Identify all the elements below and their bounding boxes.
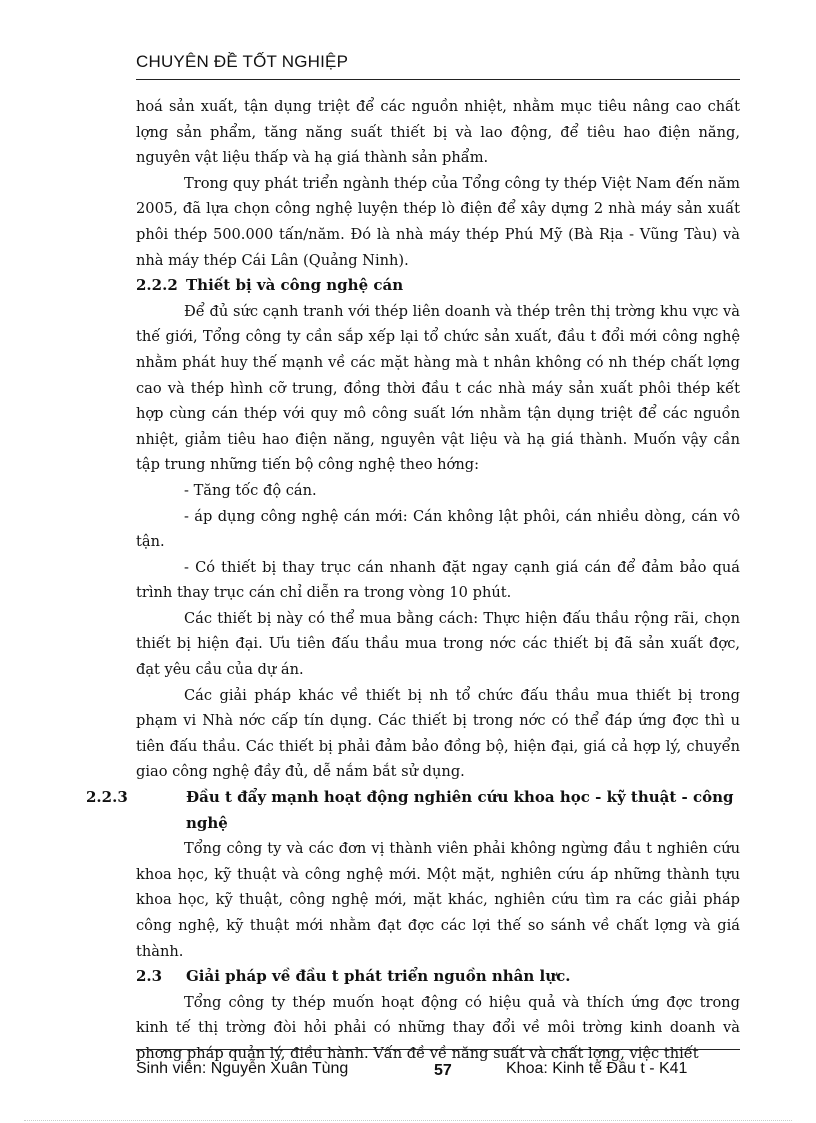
paragraph-continuation: hoá sản xuất, tận dụng triệt để các nguồn nhiệt, nhằm mục tiêu nâng cao chất lợng sản phẩm, tăng năng suất thiết bị và lao động, để tiêu hao điện năng, nguyên vật liệu thấp và hạ giá thành sản phẩm. bbox=[136, 98, 740, 167]
paragraph-procurement: Các thiết bị này có thể mua bằng cách: Thực hiện đấu thầu rộng rãi, chọn thiết bị hiện đại. Ưu tiên đấu thầu mua trong nớc các thiết bị đã sản xuất đợc, đạt yêu cầu của dự án. bbox=[136, 609, 740, 679]
heading-text: Đầu t đẩy mạnh hoạt động nghiên cứu khoa học - kỹ thuật - công nghệ bbox=[186, 788, 734, 832]
footer-student: Sinh viên: Nguyễn Xuân Tùng bbox=[136, 1060, 349, 1077]
bullet-item: - Có thiết bị thay trục cán nhanh đặt ngay cạnh giá cán để đảm bảo quá trình thay trục cán chỉ diễn ra trong vòng 10 phút. bbox=[136, 558, 740, 602]
heading-2-3 bbox=[136, 964, 740, 990]
bullet-item: - áp dụng công nghệ cán mới: Cán không lật phôi, cán nhiều dòng, cán vô tận. bbox=[136, 507, 740, 551]
footer-rule bbox=[136, 1049, 740, 1050]
heading-2-2-3 bbox=[86, 785, 740, 836]
page-number: 57 bbox=[434, 1062, 452, 1079]
bottom-dotted-edge bbox=[24, 1120, 792, 1121]
paragraph-competition: Để đủ sức cạnh tranh với thép liên doanh và thép trên thị trờng khu vực và thế giới, Tổng công ty cần sắp xếp lại tổ chức sản xuất, đầu t đổi mới công nghệ nhằm phát huy thế mạnh về các mặt hàng mà t nhân không có nh thép chất lợng cao và thép hình cỡ trung, đồng thời đầu t các nhà máy sản xuất phôi thép kết hợp cùng cán thép với quy mô công suất lớn nhằm tận dụng triệt để các nguồn nhiệt, giảm tiêu hao điện năng, nguyên vật liệu và hạ giá thành. Muốn vậy cần tập trung những tiến bộ công nghệ theo hớng: bbox=[136, 302, 740, 474]
heading-number: 2.2.2 bbox=[136, 276, 178, 295]
paragraph-other-solutions: Các giải pháp khác về thiết bị nh tổ chức đấu thầu mua thiết bị trong phạm vi Nhà nớc cấp tín dụng. Các thiết bị trong nớc có thể đáp ứng đợc thì u tiên đấu thầu. Các thiết bị phải đảm bảo đồng bộ, hiện đại, giá cả hợp lý, chuyển giao công nghệ đầy đủ, dễ nắm bắt sử dụng. bbox=[136, 686, 740, 781]
heading-text: Giải pháp về đầu t phát triển nguồn nhân lực. bbox=[186, 967, 571, 986]
page-footer bbox=[136, 1060, 740, 1084]
heading-number: 2.2.3 bbox=[86, 788, 128, 807]
heading-2-2-2 bbox=[136, 273, 740, 299]
heading-number: 2.3 bbox=[136, 967, 163, 986]
page-header-title: CHUYÊN ĐỀ TỐT NGHIỆP bbox=[136, 52, 349, 71]
document-body bbox=[86, 94, 740, 1067]
header-rule bbox=[136, 79, 740, 80]
bullet-item: - Tăng tốc độ cán. bbox=[184, 481, 317, 499]
paragraph-steel-plan: Trong quy phát triển ngành thép của Tổng công ty thép Việt Nam đến năm 2005, đã lựa chọn công nghệ luyện thép lò điện để xây dựng 2 nhà máy sản xuất phôi thép 500.000 tấn/năm. Đó là nhà máy thép Phú Mỹ (Bà Rịa - Vũng Tàu) và nhà máy thép Cái Lân (Quảng Ninh). bbox=[136, 174, 740, 269]
footer-faculty: Khoa: Kinh tế Đầu t - K41 bbox=[506, 1060, 688, 1077]
paragraph-research: Tổng công ty và các đơn vị thành viên phải không ngừng đầu t nghiên cứu khoa học, kỹ thuật và công nghệ mới. Một mặt, nghiên cứu áp những thành tựu khoa học, kỹ thuật, công nghệ mới, mặt khác, nghiên cứu tìm ra các giải pháp công nghệ, kỹ thuật mới nhằm đạt đợc các lợi thế so sánh về chất lợng và giá thành. bbox=[136, 840, 740, 960]
heading-text: Thiết bị và công nghệ cán bbox=[186, 276, 404, 295]
paragraph-human-resources: Tổng công ty thép muốn hoạt động có hiệu quả và thích ứng đợc trong kinh tế thị trờng đòi hỏi phải có những thay đổi về môi trờng kinh doanh và phơng pháp quản lý, điều hành. Vấn đề về năng suất và chất lợng, việc thiết bbox=[136, 993, 740, 1062]
